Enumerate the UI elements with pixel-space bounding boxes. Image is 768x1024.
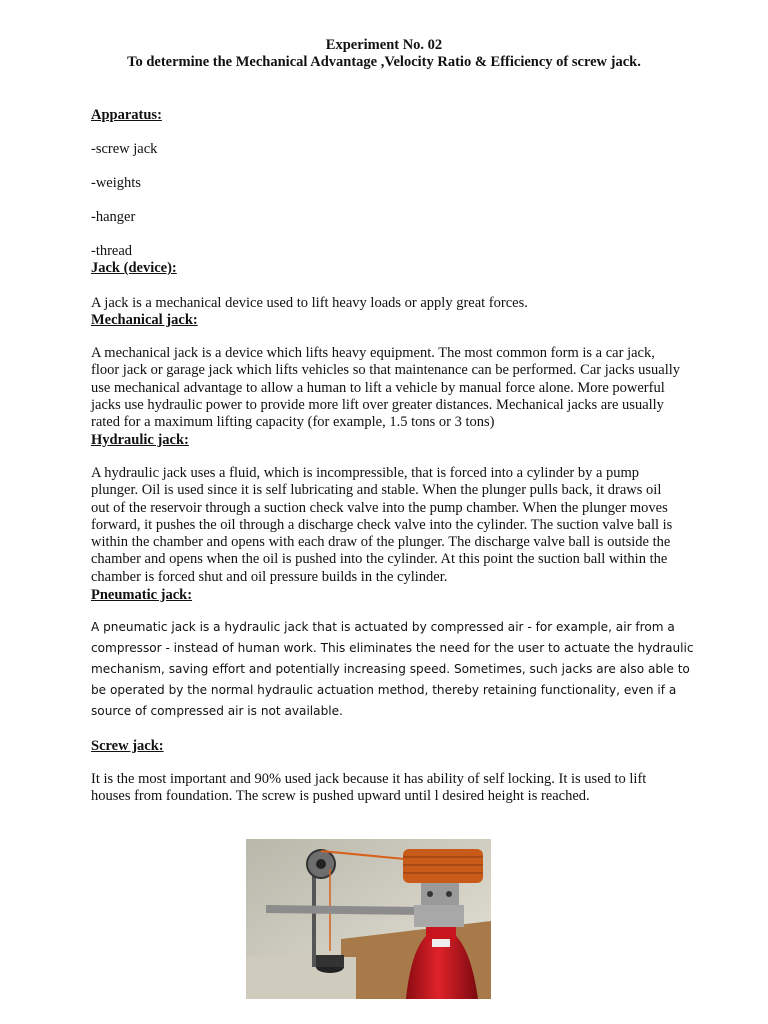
paragraph-line: It is the most important and 90% used jack because it has ability of self locking. It is used to lift	[91, 771, 647, 787]
paragraph-line: out of the reservoir through a suction check valve into the pump chamber. When the plunger moves	[91, 499, 668, 516]
paragraph-line: use mechanical advantage to allow a human to lift a vehicle by manual force alone. More powerful	[91, 379, 665, 396]
paragraph-line: plunger. Oil is used since it is self lubricating and stable. When the plunger pulls back, it draws oil	[91, 482, 662, 499]
mechanical-jack-paragraph	[91, 345, 691, 431]
paragraph-line: A mechanical jack is a device which lifts heavy equipment. The most common form is a car jack,	[91, 345, 655, 361]
photo-screw-head	[421, 883, 459, 905]
paragraph-line: mechanism, saving effort and potentially increasing speed. Sometimes, such jacks are also able to	[91, 662, 690, 676]
experiment-number: Experiment No. 02	[325, 37, 443, 53]
paragraph-line: floor jack or garage jack which lifts vehicles so that maintenance can be performed. Car jacks usually	[91, 362, 681, 379]
experiment-title: To determine the Mechanical Advantage ,Velocity Ratio & Efficiency of screw jack.	[127, 54, 641, 70]
apparatus-item: -screw jack	[91, 141, 158, 157]
paragraph-line: source of compressed air is not available.	[91, 704, 343, 718]
screw-jack-paragraph	[91, 771, 691, 806]
paragraph-line: jacks use hydraulic power to provide more lift over greater distances. Mechanical jacks are usually	[91, 396, 664, 413]
paragraph-line: within the chamber and opens with each draw of the plunger. The discharge valve ball is outside the	[91, 534, 671, 551]
paragraph-line: compressor - instead of human work. This eliminates the need for the user to actuate the hydraulic	[91, 641, 694, 655]
paragraph-line: A hydraulic jack uses a fluid, which is incompressible, that is forced into a cylinder by a pump	[91, 465, 640, 481]
apparatus-item: -weights	[91, 175, 141, 191]
pneumatic-jack-heading: Pneumatic jack:	[91, 587, 193, 603]
mechanical-jack-heading: Mechanical jack:	[91, 312, 198, 328]
pneumatic-jack-paragraph	[91, 617, 694, 722]
screw-jack-photo	[246, 839, 491, 999]
paragraph-line: forward, it pushes the oil through a discharge check valve into the cylinder. The suction valve ball is	[91, 516, 673, 533]
jack-device-heading: Jack (device):	[91, 260, 177, 276]
hydraulic-jack-paragraph	[91, 465, 691, 586]
paragraph-line: A pneumatic jack is a hydraulic jack that is actuated by compressed air - for example, air from a	[91, 620, 675, 634]
paragraph-line: chamber and opens when the oil is pushed into the cylinder. At this point the suction ball within the	[91, 551, 668, 568]
screw-jack-heading: Screw jack:	[91, 738, 164, 754]
paragraph-line: chamber is forced shut and oil pressure builds in the cylinder.	[91, 568, 448, 585]
apparatus-heading: Apparatus:	[91, 107, 162, 123]
photo-drum	[403, 849, 483, 883]
paragraph-line: rated for a maximum lifting capacity (for example, 1.5 tons or 3 tons)	[91, 414, 495, 431]
apparatus-item: -thread	[91, 243, 133, 259]
apparatus-item: -hanger	[91, 209, 136, 225]
jack-device-text: A jack is a mechanical device used to lift heavy loads or apply great forces.	[91, 295, 528, 311]
paragraph-line: houses from foundation. The screw is pushed upward until l desired height is reached.	[91, 788, 590, 805]
paragraph-line: be operated by the normal hydraulic actuation method, thereby retaining functionality, even if a	[91, 683, 677, 697]
hydraulic-jack-heading: Hydraulic jack:	[91, 432, 189, 448]
